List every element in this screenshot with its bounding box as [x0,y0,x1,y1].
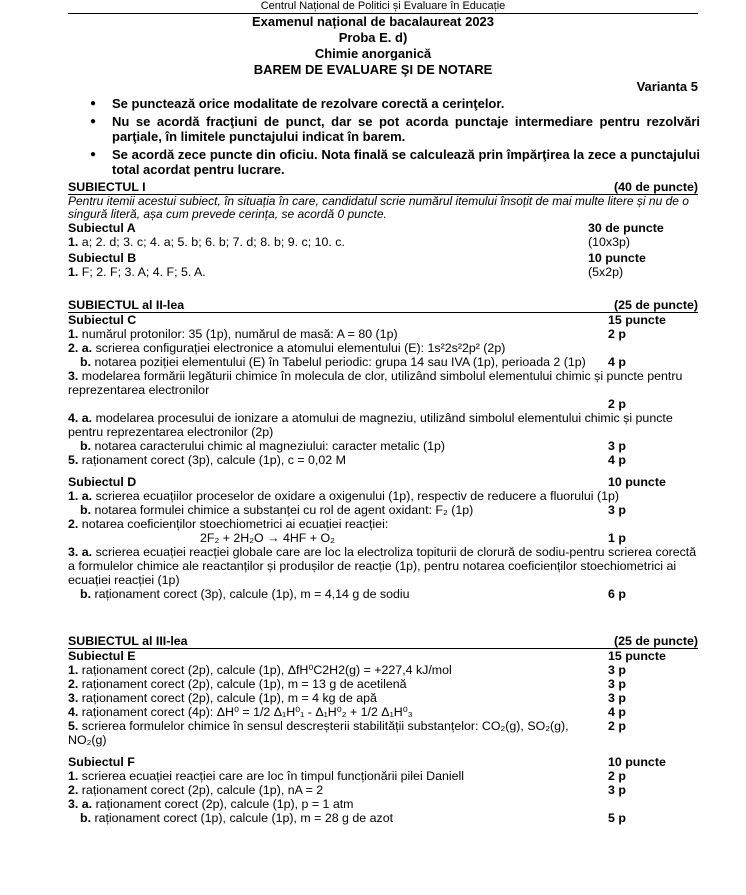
item-c4a: 4. a. modelarea procesului de ionizare a atomului de magneziu, utilizând simbolul elementului chimic și puncte pentru reprezentarea electronilor (2p) [68,411,673,439]
item-c5: 5. raționament corect (3p), calcule (1p), c = 0,02 M 4 p [68,453,626,467]
item-c1: 1. numărul protonilor: 35 (1p), numărul de masă: A = 80 (1p) 2 p [68,327,626,341]
subiect-c-points: 15 puncte [608,313,666,327]
subiect-a-points: 30 de puncte [588,221,664,235]
subiect-d-points: 10 puncte [608,475,666,489]
item-c2b: b. notarea poziției elementului (E) în Tabelul periodic: grupa 14 sau IVA (1p), perioada 2 (1p) 4 p [80,355,626,369]
instruction-item: ● Se punctează orice modalitate de rezolvare corectă a cerinţelor. [90,96,700,112]
instruction-item: ● Nu se acordă fracţiuni de punct, dar se pot acorda punctaje intermediare pentru rezolvări parţiale, în limitele punctajului indicat în barem. [90,114,700,145]
instruction-item: ● Se acordă zece puncte din oficiu. Nota finală se calculează prin împărţirea la zece a punctajului total acordat pentru lucrare. [90,147,700,178]
item-d3b: b. raționament corect (3p), calcule (1p), m = 4,14 g de sodiu 6 p [80,587,626,601]
item-d1a: 1. a. scrierea ecuațiilor proceselor de oxidare a oxigenului (1p), respectiv de reducere a fluorului (1p) [68,489,620,503]
subiect-b-answers: 1. F; 2. F; 3. A; 4. F; 5. A. [68,265,206,279]
section-1-header [68,180,698,195]
section-3-title: SUBIECTUL al III-lea [68,634,188,648]
instructions-list [90,96,700,180]
section-3-header [68,634,698,649]
exam-barem: BAREM DE EVALUARE ŞI DE NOTARE [253,62,493,77]
subiect-b-points: 10 puncte [588,251,646,265]
item-f2: 2. raționament corect (2p), calcule (1p), nA = 2 3 p [68,783,626,797]
section-1 [68,180,698,279]
item-c3: 3. modelarea formării legăturii chimice în molecula de clor, utilizând simbolul elementului chimic și puncte pentru reprezentarea electronilor [68,369,683,397]
section-2-points: (25 de puncte) [614,298,698,312]
section-2-title: SUBIECTUL al II-lea [68,298,185,312]
subiect-a-answers: 1. a; 2. d; 3. c; 4. a; 5. b; 6. b; 7. d; 8. b; 9. c; 10. c. [68,235,345,249]
exam-subject: Chimie anorganică [314,46,432,61]
subiect-f-title: Subiectul F [68,755,135,769]
item-c2a: 2. a. scrierea configurației electronice a atomului elementului (E): 1s²2s²2p² (2p) [68,341,506,355]
exam-proba: Proba E. d) [338,30,408,45]
section-1-points: (40 de puncte) [614,180,698,194]
subiect-b-score: (5x2p) [588,265,624,279]
item-c4b: b. notarea caracterului chimic al magneziului: caracter metalic (1p) 3 p [80,439,626,453]
item-d3a: 3. a. scrierea ecuației reacției globale care are loc la electroliza topiturii de clorură de sodiu-pentru scrierea corectă a formulelor chimice ale reactanților și produșilor de reacție (1p), pentru notarea coeficienților stoechiometrici ai ecuației reacției (1p) [68,545,697,587]
item-e5: 5. scrierea formulelor chimice în sensul descreșterii stabilității substanțelor: CO₂(g), SO₂(g), NO₂(g) 2 p [68,719,626,747]
subiect-f-points: 10 puncte [608,755,666,769]
variant-label: Varianta 5 [636,79,698,94]
section-3 [68,634,698,825]
subiect-a-title: Subiectul A [68,221,136,235]
item-c3-points: 2 p [608,397,626,411]
institution-header: Centrul Național de Politici și Evaluare în Educație [68,0,698,14]
item-d2: 2. notarea coeficienților stoechiometrici ai ecuației reacției: [68,517,389,531]
reaction-equation: 2F₂ + 2H₂O → 4HF + O₂ [200,531,335,545]
item-e3: 3. raționament corect (2p), calcule (1p), m = 4 kg de apă 3 p [68,691,626,705]
section-3-points: (25 de puncte) [614,634,698,648]
section-2: SUBIECTUL al II-lea (25 de puncte) Subiectul C 15 puncte 1. numărul protonilor: 35 (1p), numărul de masă: A = 80 (1p) 2 p 2. a. scrierea configurației electronice a atomului elementului (E): 1s²2s²2p² (2p) b. notarea poziției elementului (E) în Tabelul periodic: grupa 14 sau IVA (1p), perioada 2 (1p) 4 p 3. modelarea formării legăturii chimice în molecula de clor, utilizând simbolul elementului chimic și puncte pentru reprezentarea electronilor 2 p 4. a. modelarea procesului de ionizare a atomului de magneziu, utilizând simbolul elementului chimic și puncte pentru reprezentarea electronilor (2p) b. notarea caracterului chimic al magneziului: caracter metalic (1p) 3 p 5. raționament corect (3p), calcule (1p), c = 0,02 M 4 p Subiectul D 10 puncte 1. a. scrierea ecuațiilor proceselor de oxidare a oxigenului (1p), respectiv de reducere a fluorului (1p) b. notarea formulei chimice a substanței cu rol de agent oxidant: F₂ (1p) 3 p 2. notarea coeficienților stoechiometrici ai ecuației reacției: 2F₂ + 2H₂O → 4HF + O₂ 1 p 3. a. scrierea ecuației reacției globale care are loc la electroliza topiturii de clorură de sodiu-pentru scrierea corectă a formulelor chimice ale reactanților și produșilor de reacție (1p), pentru notarea coeficienților stoechiometrici ai ecuației reacției (1p) b. raționament corect (3p), calcule (1p), m = 4,14 g de sodiu 6 p [68,298,698,601]
subiect-b-title: Subiectul B [68,251,137,265]
section-1-note: Pentru itemii acestui subiect, în situația în care, candidatul scrie numărul itemului însoțit de mai multe litere și nu de o singură literă, așa cum prevede cerința, se acordă 0 puncte. [68,194,689,221]
subiect-d-title: Subiectul D [68,475,137,489]
item-f3a: 3. a. raționament corect (2p), calcule (1p), p = 1 atm [68,797,354,811]
section-2-header [68,298,698,313]
item-e4: 4. raționament corect (4p): ΔH⁰ = 1/2 Δ₁H⁰₁ - Δ₁H⁰₂ + 1/2 Δ₁H⁰₃ 4 p [68,705,626,719]
item-e1: 1. raționament corect (2p), calcule (1p), ΔfH⁰C2H2(g) = +227,4 kJ/mol 3 p [68,663,626,677]
item-d1b: b. notarea formulei chimice a substanței cu rol de agent oxidant: F₂ (1p) 3 p [80,503,626,517]
section-1-title: SUBIECTUL I [68,180,146,194]
item-e2: 2. raționament corect (2p), calcule (1p), m = 13 g de acetilenă 3 p [68,677,626,691]
subiect-c-title: Subiectul C [68,313,137,327]
subiect-e-title: Subiectul E [68,649,136,663]
subiect-a-score: (10x3p) [588,235,631,249]
item-f1: 1. scrierea ecuației reacției care are loc în timpul funcționării pilei Daniell 2 p [68,769,626,783]
item-f3b: b. raționament corect (1p), calcule (1p), m = 28 g de azot 5 p [80,811,626,825]
exam-title: Examenul național de bacalaureat 2023 [251,14,495,29]
subiect-e-points: 15 puncte [608,649,666,663]
